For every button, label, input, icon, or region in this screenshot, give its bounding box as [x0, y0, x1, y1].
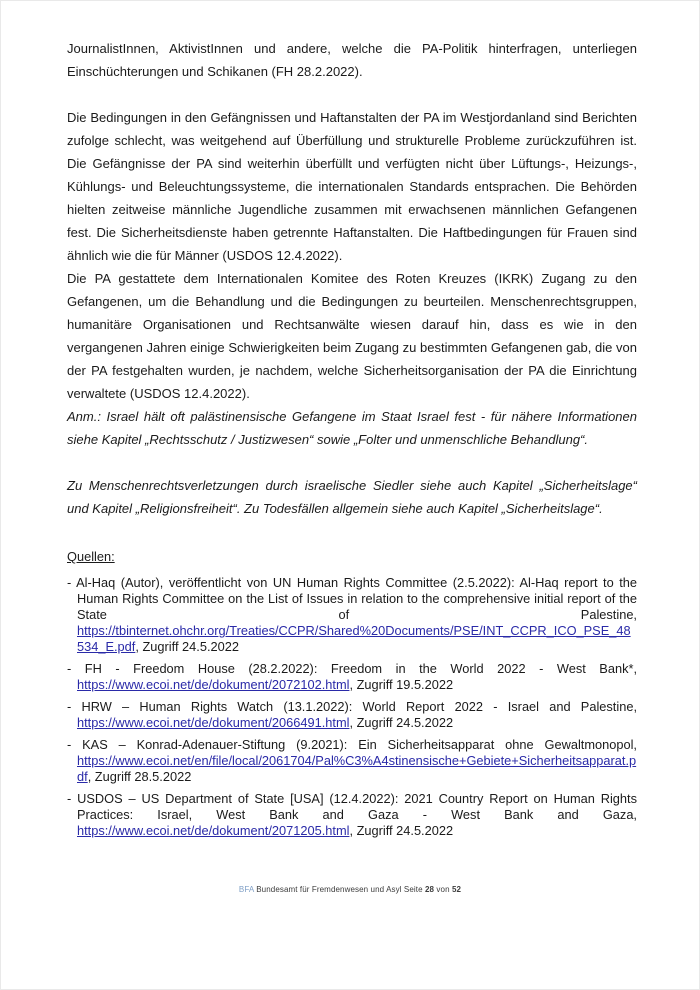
sources-heading: Quellen: — [67, 549, 115, 564]
paragraph-prison-conditions: Die Bedingungen in den Gefängnissen und Haftanstalten der PA im Westjordanland sind Berichten zufolge schlecht, was weitgehend auf Überfüllung und strukturelle Probleme zurückzuführen ist. Die Gefängnisse der PA sind weiterhin überfüllt und verfügten nicht über Lüftungs-, Heizungs-, Kühlungs- und Beleuchtungssysteme, die internationalen Standards entsprachen. Die Behörden hielten zeitweise männliche Jugendliche zusammen mit erwachsenen männlichen Gefangenen fest. Die Sicherheitsdienste haben getrennte Haftanstalten. Die Haftbedingungen für Frauen sind ähnlich wie die für Männer (USDOS 12.4.2022). — [67, 110, 637, 263]
footer-page-number: 28 — [424, 885, 435, 894]
note-settler-violations: Zu Menschenrechtsverletzungen durch israelische Siedler siehe auch Kapitel „Sicherheitslage“ und Kapitel „Religionsfreiheit“. Zu Todesfällen allgemein siehe auch Kapitel „Sicherheitslage“. — [67, 478, 637, 516]
source-citation-text: - KAS – Konrad-Adenauer-Stiftung (9.2021): Ein Sicherheitsapparat ohne Gewaltmonopol, — [67, 737, 637, 752]
source-entry-hrw — [67, 699, 637, 731]
source-access-date: , Zugriff 24.5.2022 — [349, 715, 454, 730]
source-link[interactable]: https://www.ecoi.net/de/dokument/2072102.html — [77, 677, 350, 692]
source-entry-usdos — [67, 791, 637, 839]
source-citation-text: - USDOS – US Department of State [USA] (12.4.2022): 2021 Country Report on Human Rights Practices: Israel, West Bank and Gaza - West Bank and Gaza, — [67, 791, 637, 822]
source-citation-text: - Al-Haq (Autor), veröffentlicht von UN Human Rights Committee (2.5.2022): Al-Haq report to the Human Rights Committee on the List of Issues in relation to the comprehensive initial report of the State of Palestine, — [67, 575, 637, 622]
paragraph-spacer — [67, 451, 637, 474]
footer-org-name: Bundesamt für Fremdenwesen und Asyl — [256, 885, 402, 894]
paragraph-spacer — [67, 83, 637, 106]
source-citation-text: - HRW – Human Rights Watch (13.1.2022): World Report 2022 - Israel and Palestine, — [67, 699, 637, 714]
source-citation-text: - FH - Freedom House (28.2.2022): Freedom in the World 2022 - West Bank*, — [67, 661, 637, 676]
sources-section — [67, 549, 637, 839]
source-access-date: , Zugriff 24.5.2022 — [135, 639, 239, 654]
paragraph-journalists: JournalistInnen, AktivistInnen und andere, welche die PA-Politik hinterfragen, unterliegen Einschüchterungen und Schikanen (FH 28.2.2022). — [67, 41, 637, 79]
source-entry-alhaq — [67, 575, 637, 655]
paragraph-spacer — [67, 520, 637, 543]
footer-of-label: von — [436, 885, 450, 894]
source-link[interactable]: https://tbinternet.ohchr.org/Treaties/CCPR/Shared%20Documents/PSE/INT_CCPR_ICO_PSE_48534_E.pdf — [77, 623, 631, 654]
source-access-date: , Zugriff 28.5.2022 — [87, 769, 192, 784]
source-entry-fh — [67, 661, 637, 693]
source-link[interactable]: https://www.ecoi.net/de/dokument/2071205.html — [77, 823, 350, 838]
source-access-date: , Zugriff 19.5.2022 — [349, 677, 454, 692]
source-link[interactable]: https://www.ecoi.net/en/file/local/2061704/Pal%C3%A4stinensische+Gebiete+Sicherheitsapparat.pdf — [77, 753, 637, 784]
footer-page-label: Seite — [403, 885, 423, 894]
source-link[interactable]: https://www.ecoi.net/de/dokument/2066491.html — [77, 715, 350, 730]
note-israel-detainees: Anm.: Israel hält oft palästinensische Gefangene im Staat Israel fest - für nähere Informationen siehe Kapitel „Rechtsschutz / Justizwesen“ sowie „Folter und unmenschliche Behandlung“. — [67, 409, 637, 447]
footer-page-total: 52 — [451, 885, 462, 894]
paragraph-icrc-access: Die PA gestattete dem Internationalen Komitee des Roten Kreuzes (IKRK) Zugang zu den Gefangenen, um die Behandlung und die Bedingungen zu beurteilen. Menschenrechtsgruppen, humanitäre Organisationen und Rechtsanwälte wiesen darauf hin, dass es wie in den vergangenen Jahren einige Schwierigkeiten beim Zugang zu bestimmten Gefangenen gab, die von der PA festgehalten wurden, je nachdem, welche Sicherheitsorganisation der PA die Einrichtung verwaltete (USDOS 12.4.2022). — [67, 271, 637, 401]
page-footer — [1, 885, 699, 895]
source-access-date: , Zugriff 24.5.2022 — [349, 823, 454, 838]
footer-org-abbreviation: BFA — [238, 885, 254, 894]
document-body — [67, 37, 637, 845]
source-entry-kas — [67, 737, 637, 785]
